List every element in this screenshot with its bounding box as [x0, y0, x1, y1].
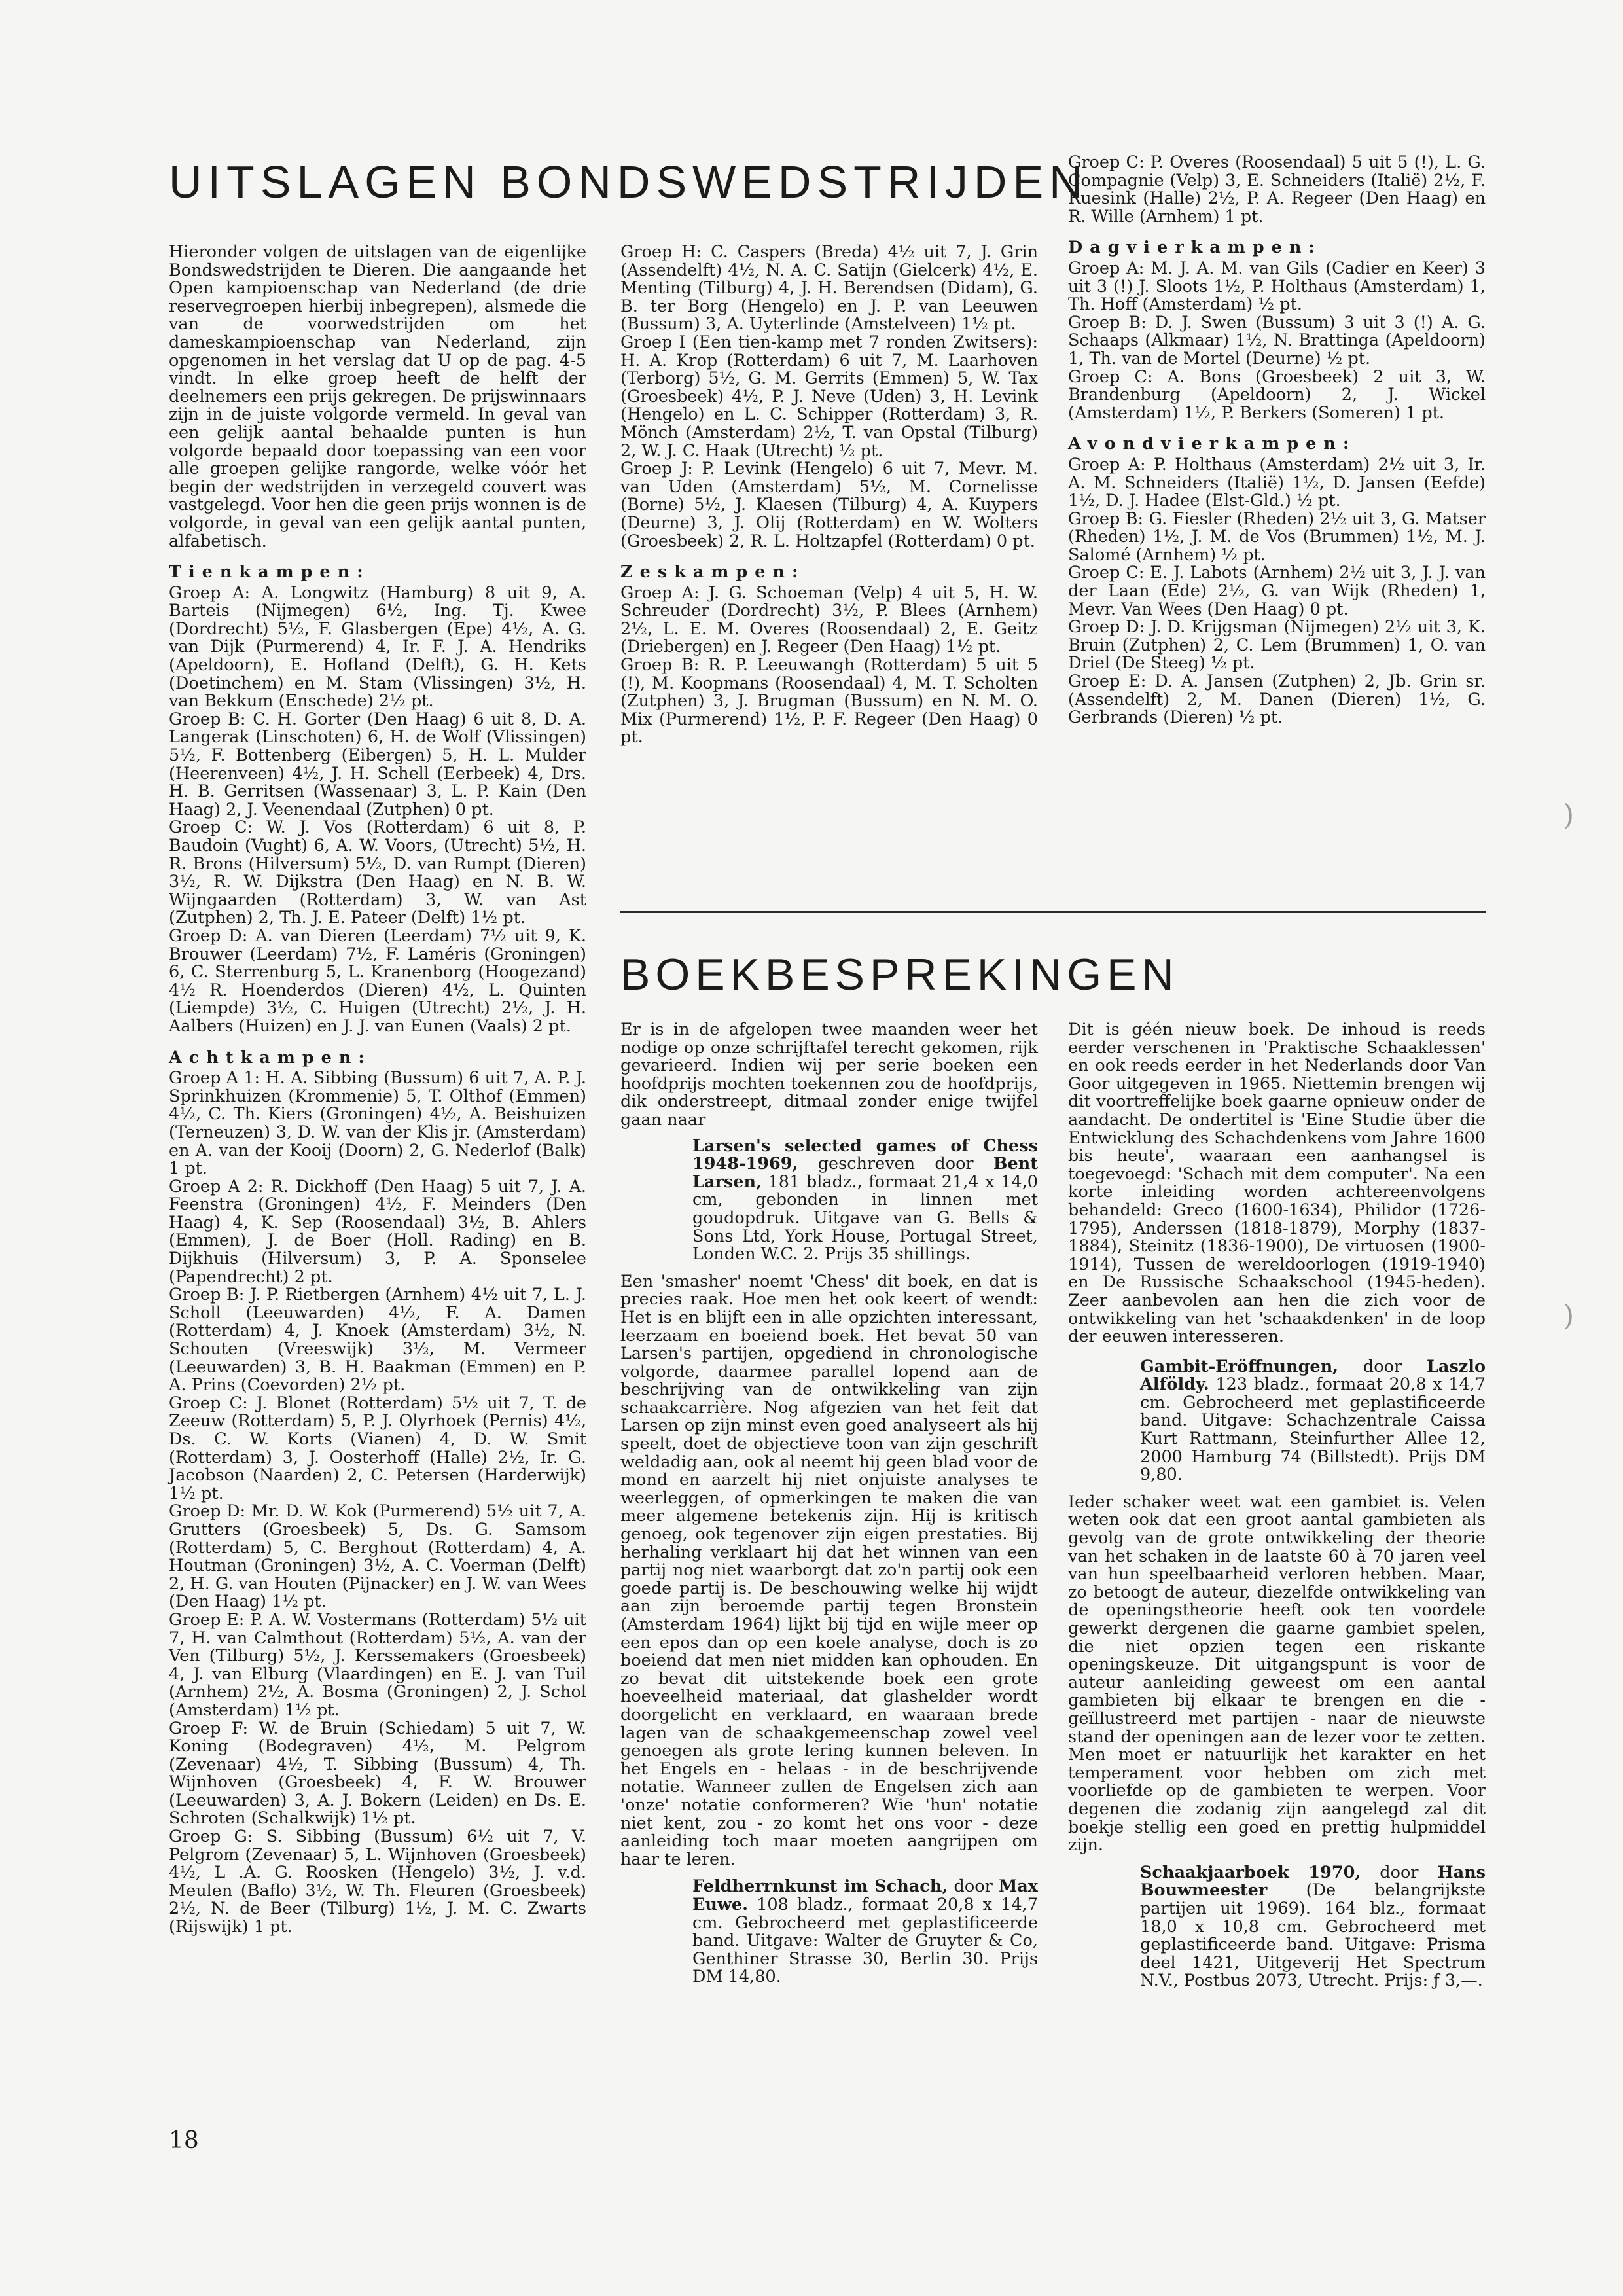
euwe-book-details: 108 bladz., formaat 20,8 x 14,7 cm. Gebrocheerd met geplastificeerde band. Uitgave: Walter de Gruyter & Co, Genthiner Strasse 30, Berlin 30. Prijs DM 14,80.: [692, 1894, 1038, 1987]
gambit-book-entry: [1140, 1358, 1486, 1484]
tienkamp-group-c: Groep C: W. J. Vos (Rotterdam) 6 uit 8, P. Baudoin (Vught) 6, A. W. Voors, (Utrecht) 5½, H. R. Brons (Hilversum) 5½, D. van Rumpt (Dieren) 3½, R. W. Dijkstra (Den Haag) en N. B. W. Wijngaarden (Rotterdam) 3, W. van Ast (Zutphen) 2, Th. J. E. Pateer (Delft) 1½ pt.: [169, 817, 586, 928]
book-reviews-title: BOEKBESPREKINGEN: [620, 950, 1179, 999]
gambit-review: Ieder schaker weet wat een gambiet is. Velen weten ook dat een groot aantal gambieten als gevolg van de grote ontwikkeling der theorie van het schaken in de laatste 60 à 70 jaren veel van hun speelbaarheid verloren hebben. Maar, zo betoogt de auteur, diezelfde ontwikkeling van de openingstheorie heeft ook ten voordele gewerkt dergenen die gaarne gambiet spelen, die niet opzien tegen een riskante openingskeuze. Dit uitgangspunt is voor de auteur aanleiding geweest om een aantal gambieten bij elkaar te brengen en die - geïllustreerd met partijen - naar de nieuwste stand der openingen aan de lezer voor te zetten. Men moet er natuurlijk het karakter en het temperament voor hebben om zich met voorliefde op de gambieten te werpen. Voor degenen die zodanig zijn aangelegd zal dit boekje stellig een goed en prettig hulpmiddel zijn.: [1068, 1492, 1486, 1856]
achtkamp-group-b: Groep B: J. P. Rietbergen (Arnhem) 4½ uit 7, L. J. Scholl (Leeuwarden) 4½, F. A. Damen (Rotterdam) 4, J. Knoek (Amsterdam) 3½, N. Schouten (Vreeswijk) 3½, M. Vermeer (Leeuwarden) 3, B. H. Baakman (Emmen) en P. A. Prins (Coevorden) 2½ pt.: [169, 1285, 586, 1395]
zeskampen-heading: Zeskampen:: [620, 562, 806, 583]
avondvierkamp-group-c: Groep C: E. J. Labots (Arnhem) 2½ uit 3, J. J. van der Laan (Ede) 2½, G. van Wijk (Rheden) 1, Mevr. Van Wees (Den Haag) 0 pt.: [1068, 563, 1486, 619]
achtkamp-group-f: Groep F: W. de Bruin (Schiedam) 5 uit 7, W. Koning (Bodegraven) 4½, M. Pelgrom (Zevenaar) 4½, T. Sibbing (Bussum) 4, Th. Wijnhoven (Groesbeek) 4, F. W. Brouwer (Leeuwarden) 3, A. J. Bokern (Leiden) en Ds. E. Schroten (Schalkwijk) 1½ pt.: [169, 1718, 586, 1829]
euwe-review: Dit is géén nieuw boek. De inhoud is reeds eerder verschenen in 'Praktische Schaaklessen' en ook reeds eerder in het Nederlands door Van Goor uitgegeven in 1965. Niettemin brengen wij dit voortreffelijke boek gaarne opnieuw onder de aandacht. De ondertitel is 'Eine Studie über die Entwicklung des Schachdenkens vom Jahre 1600 bis heute', waaraan een aanhangsel is toegevoegd: 'Schach mit dem computer'. Na een korte inleiding worden achtereenvolgens behandeld: Greco (1600-1634), Philidor (1726-1795), Anderssen (1818-1879), Morphy (1837-1884), Steinitz (1836-1900), De virtuosen (1900-1914), Tussen de wereldoorlogen (1919-1940) en De Russische Schaakschool (1945-heden). Zeer aanbevolen aan hen die zich voor de ontwikkeling van het 'schaakdenken' in de loop der eeuwen interesseren.: [1068, 1020, 1486, 1347]
gambit-book-title: Gambit-Eröffnungen,: [1140, 1356, 1339, 1376]
jaarboek-book-entry: [1140, 1864, 1486, 1990]
book-reviews-column-1: [620, 1021, 1038, 1986]
larsen-book-entry: [692, 1138, 1038, 1264]
avondvierkamp-group-a: Groep A: P. Holthaus (Amsterdam) 2½ uit 3, Ir. A. M. Schneiders (Italië) 1½, D. Jansen (Eefde) 1½, D. J. Hadee (Elst-Gld.) ½ pt.: [1068, 454, 1486, 511]
tienkamp-group-a: Groep A: A. Longwitz (Hamburg) 8 uit 9, A. Barteis (Nijmegen) 6½, Ing. Tj. Kwee (Dordrecht) 5½, F. Glasbergen (Epe) 4½, A. G. van Dijk (Purmerend) 4, Ir. F. J. A. Hendriks (Apeldoorn), E. Hofland (Delft), G. H. Kets (Doetinchem) en M. Stam (Vlissingen) 3½, H. van Bekkum (Enschede) 2½ pt.: [169, 583, 586, 711]
achtkamp-group-c: Groep C: J. Blonet (Rotterdam) 5½ uit 7, T. de Zeeuw (Rotterdam) 5, P. J. Olyrhoek (Pernis) 4½, Ds. C. W. Korts (Vianen) 4, D. W. Smit (Rotterdam) 3, J. Oosterhoff (Halle) 2½, Ir. G. Jacobson (Naarden) 2, C. Petersen (Harderwijk) 1½ pt.: [169, 1393, 586, 1503]
avondvierkamp-group-d: Groep D: J. D. Krijgsman (Nijmegen) 2½ uit 3, K. Bruin (Zutphen) 2, C. Lem (Brummen) 1, O. van Driel (De Steeg) ½ pt.: [1068, 617, 1486, 673]
euwe-book-entry: [692, 1878, 1038, 1986]
euwe-book-title: Feldherrnkunst im Schach,: [692, 1876, 948, 1897]
zeskamp-group-b: Groep B: R. P. Leeuwangh (Rotterdam) 5 uit 5 (!), M. Koopmans (Roosendaal) 4, M. T. Scholten (Zutphen) 3, J. Brugman (Bussum) en N. M. O. Mix (Purmerend) 1½, P. F. Regeer (Den Haag) 0 pt.: [620, 655, 1038, 747]
intro-paragraph: Hieronder volgen de uitslagen van de eigenlijke Bondswedstrijden te Dieren. Die aangaande het Open kampioenschap van Nederland (de drie reservegroepen hierbij inbegrepen), alsmede die van de voorwedstrijden om het dameskampioenschap van Nederland, zijn opgenomen in het verslag dat U op de pag. 4-5 vindt. In elke groep heeft de helft der deelnemers een prijs gekregen. De prijswinnaars zijn in de juiste volgorde vermeld. In geval van een gelijk aantal behaalde punten is hun volgorde bepaald door toepassing van een voor alle groepen gelijke rangorde, welke vóór het begin der wedstrijden in verzegeld couvert was vastgelegd. Voor hen die geen prijs wonnen is de volgorde, in geval van een gelijk aantal punten, alfabetisch.: [169, 242, 586, 551]
larsen-book-details: 181 bladz., formaat 21,4 x 14,0 cm, gebonden in linnen met goudopdruk. Uitgave van G. Bells & Sons Ltd, York House, Portugal Street, Londen W.C. 2. Prijs 35 shillings.: [692, 1172, 1038, 1265]
achtkamp-group-a1: Groep A 1: H. A. Sibbing (Bussum) 6 uit 7, A. P. J. Sprinkhuizen (Krommenie) 5, T. Olthof (Emmen) 4½, C. Th. Kiers (Groningen) 4½, A. Beishuizen (Terneuzen) 3, D. W. van der Klis jr. (Amsterdam) en A. van der Kooij (Doorn) 2, G. Nederlof (Balk) 1 pt.: [169, 1068, 586, 1179]
larsen-book-by: geschreven door: [817, 1154, 974, 1174]
jaarboek-book-title: Schaakjaarboek 1970,: [1140, 1862, 1361, 1882]
achtkamp-group-j: Groep J: P. Levink (Hengelo) 6 uit 7, Mevr. M. van Uden (Amsterdam) 5½, M. Cornelisse (Borne) 5½, J. Klaesen (Tilburg) 4, A. Kuypers (Deurne) 3, J. Olij (Rotterdam) en W. Wolters (Groesbeek) 2, R. L. Holtzapfel (Rotterdam) 0 pt.: [620, 459, 1038, 551]
achtkamp-group-e: Groep E: P. A. W. Vostermans (Rotterdam) 5½ uit 7, H. van Calmthout (Rotterdam) 5½, A. van der Ven (Tilburg) 5½, J. Kerssemakers (Groesbeek) 4, J. van Elburg (Vlaardingen) en E. J. van Tuil (Arnhem) 2½, A. Bosma (Groningen) 2, J. Schol (Amsterdam) 1½ pt.: [169, 1609, 586, 1720]
euwe-book-author: Max Euwe.: [692, 1876, 1039, 1914]
dagvierkampen-heading: Dagvierkampen:: [1068, 238, 1322, 258]
jaarboek-book-details: (De belangrijkste partijen uit 1969). 164 blz., formaat 18,0 x 10,8 cm. Gebrocheerd met geplastificeerde band. Uitgave: Prisma deel 1421, Uitgeverij Het Spectrum N.V., Postbus 2073, Utrecht. Prijs: ƒ 3,—.: [1140, 1880, 1486, 1991]
results-column-1: [169, 243, 586, 1937]
euwe-book-by: door: [954, 1876, 993, 1897]
results-column-3: [1068, 154, 1486, 727]
tienkamp-group-d: Groep D: A. van Dieren (Leerdam) 7½ uit 9, K. Brouwer (Leerdam) 7½, F. Laméris (Groningen) 6, C. Sterrenburg 5, L. Kranenborg (Hoogezand) 4½ R. Hoenderdos (Dieren) 4½, L. Quinten (Liempde) 3½, C. Huigen (Utrecht) 2½, J. H. Aalbers (Huizen) en J. J. van Eunen (Vaals) 2 pt.: [169, 925, 586, 1036]
jaarboek-book-author: Hans Bouwmeester: [1140, 1862, 1486, 1901]
section-divider: [620, 911, 1486, 913]
binding-hole-mark-upper: ): [1563, 798, 1575, 832]
zeskamp-group-a: Groep A: J. G. Schoeman (Velp) 4 uit 5, H. W. Schreuder (Dordrecht) 3½, P. Blees (Arnhem) 2½, L. E. M. Overes (Roosendaal) 2, E. Geitz (Driebergen) en J. Regeer (Den Haag) 1½ pt.: [620, 583, 1038, 657]
gambit-book-author: Laszlo Alföldy.: [1140, 1356, 1486, 1395]
book-reviews-column-2: [1068, 1021, 1486, 1990]
larsen-review: Een 'smasher' noemt 'Chess' dit boek, en dat is precies raak. Hoe men het ook keert of wendt: Het is en blijft een in alle opzichten interessant, leerzaam en boeiend boek. Het bevat 50 van Larsen's partijen, opgediend in chronologische volgorde, daarmee parallel lopend aan de beschrijving van de ontwikkeling van zijn schaakcarrière. Nog afgezien van het feit dat Larsen op zijn minst even goed analyseert als hij speelt, doet de objectieve toon van zijn geschrift weldadig aan, ook al neemt hij geen blad voor de mond en aarzelt hij niet onjuiste analyses te weerleggen, of opmerkingen te maken die van meer algemene betekenis zijn. Hij is kritisch genoeg, ook tegenover zijn eigen prestaties. Bij herhaling verklaart hij dat het winnen van een partij nog niet waarborgt dat zo'n partij ook een goede partij is. De beschouwing welke hij wijdt aan zijn beroemde partij tegen Bronstein (Amsterdam 1964) lijkt bij tijd en wijle meer op een epos dan op een koele analyse, doch is zo boeiend dat men niet midden kan ophouden. En zo bevat dit uitstekende boek een grote hoeveelheid materiaal, dat glashelder wordt doorgelicht en verklaard, en waaraan brede lagen van de schaakgemeenschap zowel veel genoegen als grote lering kunnen beleven. In het Engels en - helaas - in de beschrijvende notatie. Wanneer zullen de Engelsen zich aan 'onze' notatie conformeren? Wie 'hun' notatie niet kent, zou - zo komt het ons voor - deze aanleiding toch maar moeten aangrijpen om haar te leren.: [620, 1271, 1038, 1869]
dagvierkamp-group-c: Groep C: A. Bons (Groesbeek) 2 uit 3, W. Brandenburg (Apeldoorn) 2, J. Wickel (Amsterdam) 1½, P. Berkers (Someren) 1 pt.: [1068, 367, 1486, 423]
results-column-2: [620, 243, 1038, 747]
dagvierkamp-group-a: Groep A: M. J. A. M. van Gils (Cadier en Keer) 3 uit 3 (!) J. Sloots 1½, P. Holthaus (Amsterdam) 1, Th. Hoff (Amsterdam) ½ pt.: [1068, 258, 1486, 315]
jaarboek-book-by: door: [1380, 1862, 1419, 1882]
zeskamp-group-c: Groep C: P. Overes (Roosendaal) 5 uit 5 (!), L. G. Compagnie (Velp) 3, E. Schneiders (Italië) 2½, F. Ruesink (Halle) 2½, P. A. Regeer (Den Haag) en R. Wille (Arnhem) 1 pt.: [1068, 152, 1486, 226]
gambit-book-details: 123 bladz., formaat 20,8 x 14,7 cm. Gebrocheerd met geplastificeerde band. Uitgave: Schachzentrale Caissa Kurt Rattmann, Steinfurther Allee 12, 2000 Hamburg 74 (Billstedt). Prijs DM 9,80.: [1140, 1374, 1486, 1485]
tienkamp-group-b: Groep B: C. H. Gorter (Den Haag) 6 uit 8, D. A. Langerak (Linschoten) 6, H. de Wolf (Vlissingen) 5½, F. Bottenberg (Eibergen) 5, H. L. Mulder (Heerenveen) 4½, J. H. Schell (Eerbeek) 4, Drs. H. B. Gerritsen (Wassenaar) 3, L. P. Kain (Den Haag) 2, J. Veenendaal (Zutphen) 0 pt.: [169, 709, 586, 819]
page-title: UITSLAGEN BONDSWEDSTRIJDEN: [169, 156, 1088, 207]
avondvierkampen-heading: Avondvierkampen:: [1068, 434, 1357, 454]
achtkamp-group-i: Groep I (Een tien-kamp met 7 ronden Zwitsers): H. A. Krop (Rotterdam) 6 uit 7, M. Laarhoven (Terborg) 5½, G. M. Gerrits (Emmen) 5, W. Tax (Groesbeek) 4½, P. J. Neve (Uden) 3, H. Levink (Hengelo) en L. C. Schipper (Rotterdam) 3, R. Mönch (Amsterdam) 2½, T. van Opstal (Tilburg) 2, W. J. C. Haak (Utrecht) ½ pt.: [620, 332, 1038, 461]
gambit-book-by: door: [1363, 1356, 1402, 1376]
book-reviews-intro: Er is in de afgelopen twee maanden weer het nodige op onze schrijftafel terecht gekomen, rijk gevarieerd. Indien wij per serie boeken een hoofdprijs mochten toekennen zou de hoofdprijs, dik onderstreept, ditmaal zonder enige twijfel gaan naar: [620, 1020, 1038, 1130]
achtkamp-group-a2: Groep A 2: R. Dickhoff (Den Haag) 5 uit 7, J. A. Feenstra (Groningen) 4½, F. Meinders (Den Haag) 4, K. Sep (Roosendaal) 3½, B. Ahlers (Emmen), J. de Boer (Holl. Rading) en B. Dijkhuis (Hilversum) 3, P. A. Sponselee (Papendrecht) 2 pt.: [169, 1176, 586, 1287]
achtkampen-heading: Achtkampen:: [169, 1047, 372, 1067]
achtkamp-group-h: Groep H: C. Caspers (Breda) 4½ uit 7, J. Grin (Assendelft) 4½, N. A. C. Satijn (Gielcerk) 4½, E. Menting (Tilburg) 4, J. H. Berendsen (Didam), G. B. ter Borg (Hengelo) en J. P. van Leeuwen (Bussum) 3, A. Uyterlinde (Amstelveen) 1½ pt.: [620, 242, 1038, 334]
tienkampen-heading: Tienkampen:: [169, 562, 370, 583]
achtkamp-group-d: Groep D: Mr. D. W. Kok (Purmerend) 5½ uit 7, A. Grutters (Groesbeek) 5, Ds. G. Samsom (Rotterdam) 5, C. Berghout (Rotterdam) 4, A. Houtman (Groningen) 3½, A. C. Voerman (Delft) 2, H. G. van Houten (Pijnacker) en J. W. van Wees (Den Haag) 1½ pt.: [169, 1501, 587, 1612]
achtkamp-group-g: Groep G: S. Sibbing (Bussum) 6½ uit 7, V. Pelgrom (Zevenaar) 5, L. Wijnhoven (Groesbeek) 4½, L .A. G. Roosken (Hengelo) 3½, J. v.d. Meulen (Baflo) 3½, W. Th. Fleuren (Groesbeek) 2½, N. de Beer (Tilburg) 1½, J. M. C. Zwarts (Rijswijk) 1 pt.: [169, 1827, 586, 1937]
larsen-book-author: Bent Larsen,: [692, 1154, 1039, 1192]
larsen-book-title: Larsen's selected games of Chess 1948-1969,: [692, 1136, 1038, 1174]
avondvierkamp-group-b: Groep B: G. Fiesler (Rheden) 2½ uit 3, G. Matser (Rheden) 1½, J. M. de Vos (Brummen) 1½, M. J. Salomé (Arnhem) ½ pt.: [1068, 509, 1486, 565]
binding-hole-mark-lower: ): [1563, 1299, 1575, 1333]
avondvierkamp-group-e: Groep E: D. A. Jansen (Zutphen) 2, Jb. Grin sr. (Assendelft) 2, M. Danen (Dieren) 1½, G. Gerbrands (Dieren) ½ pt.: [1068, 672, 1486, 728]
page-number: 18: [169, 2127, 199, 2154]
dagvierkamp-group-b: Groep B: D. J. Swen (Bussum) 3 uit 3 (!) A. G. Schaaps (Alkmaar) 1½, N. Brattinga (Apeldoorn) 1, Th. van de Mortel (Deurne) ½ pt.: [1068, 312, 1486, 368]
